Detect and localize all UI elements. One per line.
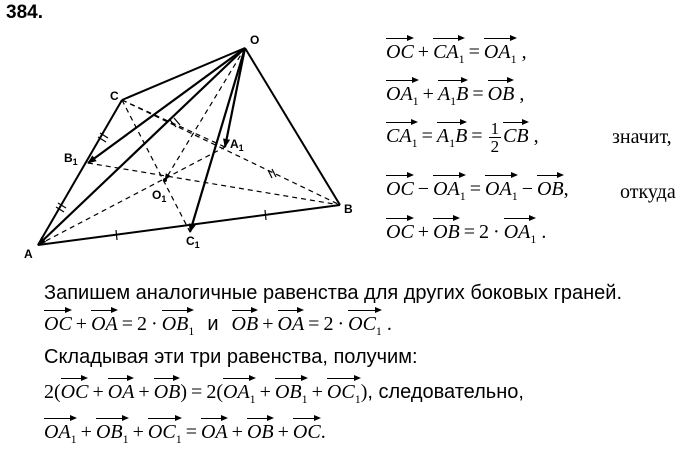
label-o: O xyxy=(250,33,260,47)
equation-final: $OA_1 + OB_1 + OC_1$ = OA + OB + OC. xyxy=(44,418,326,447)
label-o1: $O_1$ xyxy=(152,188,167,204)
dashed-edges xyxy=(38,48,340,245)
median-c-c1 xyxy=(122,100,190,232)
label-b1: $B_1$ xyxy=(64,151,78,167)
equation-4: OC − $OA_1 = OA_1$ − OB, xyxy=(386,175,569,204)
text-line-1: Запишем аналогичные равенства для других боковых граней. xyxy=(44,282,623,304)
vector-o-a xyxy=(38,48,245,245)
pyramid-figure xyxy=(0,0,360,270)
equation-1: OC + $CA_1 = OA_1$ , xyxy=(386,38,527,67)
text-line-3: Складывая эти три равенства, получим: xyxy=(44,346,418,368)
equation-2: $OA_1 + A_1B$ = OB , xyxy=(386,80,524,109)
word-znachit: значит, xyxy=(612,126,672,148)
equation-sum: 2(OC + OA + $OB) = 2(OA_1 + OB_1 + OC_1)$, следовательно, xyxy=(44,378,524,407)
equation-similar: OC + OA = $2 \cdot OB_1$ и OB + OA = $2 \cdot OC_1$ . xyxy=(44,310,392,339)
vectors xyxy=(38,48,245,245)
solid-edges xyxy=(38,48,340,245)
label-a1: $A_1$ xyxy=(230,137,244,153)
point-o1 xyxy=(163,178,167,182)
problem-number: 384. xyxy=(6,2,43,23)
label-a: A xyxy=(24,247,33,261)
equation-3: $CA_1 = A_1B$ = $\frac{1}{2}$ CB , xyxy=(386,119,539,156)
label-b: B xyxy=(344,202,353,216)
label-c: C xyxy=(110,89,119,103)
equation-5: OC + OB = $2 \cdot OA_1$ . xyxy=(386,218,546,247)
word-otkuda: откуда xyxy=(620,181,676,203)
label-c1: $C_1$ xyxy=(186,234,200,250)
edge-ob xyxy=(245,48,340,205)
